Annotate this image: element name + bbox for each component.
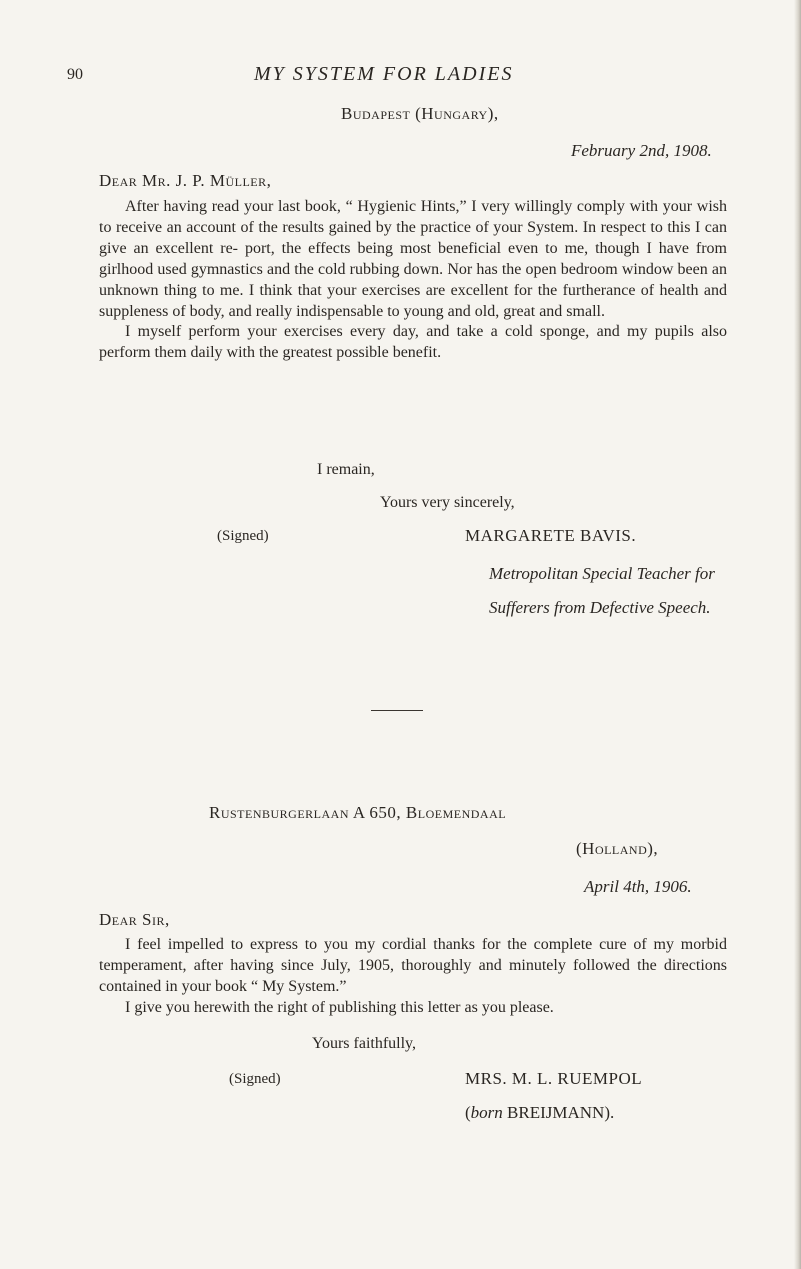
letter2-paragraph-2: I give you herewith the right of publishing this letter as you please.	[125, 998, 554, 1016]
letter2-country: (Holland),	[576, 839, 659, 858]
letter2-born-line: (born BREIJMANN).	[465, 1103, 615, 1122]
letter2-signature: MRS. M. L. RUEMPOL	[465, 1069, 643, 1088]
page-number: 90	[67, 66, 83, 83]
letter1-closing-1: I remain,	[317, 461, 375, 478]
letter2-born-name: BREIJMANN).	[507, 1103, 615, 1122]
letter2-body	[99, 935, 727, 1019]
letter1-place: Budapest (Hungary),	[341, 104, 499, 123]
letter2-salutation: Dear Sir,	[99, 910, 170, 929]
letter2-signed-label: (Signed)	[229, 1071, 281, 1087]
letter1-closing-2: Yours very sincerely,	[380, 494, 515, 511]
section-divider	[371, 710, 423, 711]
letter1-date: February 2nd, 1908.	[571, 141, 712, 160]
letter1-body	[99, 197, 727, 364]
letter1-paragraph-2: I myself perform your exercises every day, and take a cold sponge, and my pupils also perform them daily with the greatest possible benefit.	[99, 323, 727, 362]
letter2-date: April 4th, 1906.	[584, 877, 692, 896]
letter2-paragraph-1: I feel impelled to express to you my cordial thanks for the complete cure of my morbid temperament, after having since July, 1905, thoroughly and minutely followed the directions contained in your book “ My System.”	[99, 936, 727, 995]
letter1-salutation: Dear Mr. J. P. Müller,	[99, 171, 272, 190]
letter1-paragraph-1: After having read your last book, “ Hygienic Hints,” I very willingly comply with your wish to receive an account of the results gained by the practice of your System. In respect to this I can give an excellent re- port, the effects being most beneficial even to me, though I have from girlhood used gymnastics and the cold rubbing down. Nor has the open bedroom window been an unknown thing to me. I think that your exercises are excellent for the furtherance of health and suppleness of body, and really indispensable to young and old, great and small.	[99, 198, 727, 320]
page-edge-shadow	[794, 0, 801, 1269]
letter2-born-word: born	[470, 1103, 503, 1122]
letter1-signed-label: (Signed)	[217, 528, 269, 544]
letter2-closing: Yours faithfully,	[312, 1035, 417, 1052]
letter1-signature: MARGARETE BAVIS.	[465, 526, 637, 545]
letter1-title-line-2: Sufferers from Defective Speech.	[489, 598, 711, 617]
running-title: MY SYSTEM FOR LADIES	[254, 63, 514, 85]
letter2-address: Rustenburgerlaan A 650, Bloemendaal	[209, 803, 507, 822]
letter1-title-line-1: Metropolitan Special Teacher for	[489, 564, 715, 583]
